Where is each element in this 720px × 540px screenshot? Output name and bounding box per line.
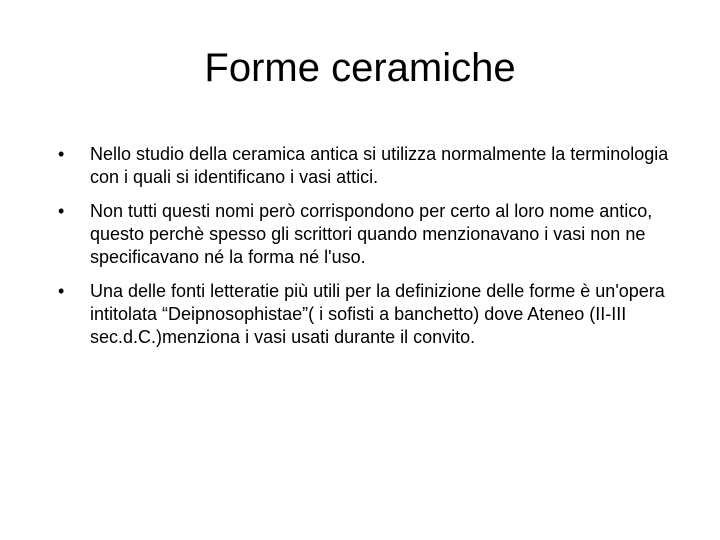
bullet-list bbox=[58, 143, 698, 360]
bullet-text: Nello studio della ceramica antica si utilizza normalmente la terminologia con i quali si identificano i vasi attici. bbox=[90, 144, 669, 187]
bullet-icon: • bbox=[58, 281, 65, 301]
bullet-item bbox=[58, 143, 698, 189]
bullet-text: Una delle fonti letteratie più utili per la definizione delle forme è un'opera intitolata “Deipnosophistae”( i sofisti a banchetto) dove Ateneo (II-III sec.d.C.)menziona i vasi usati durante il convito. bbox=[90, 281, 665, 347]
bullet-item bbox=[58, 280, 698, 349]
bullet-icon: • bbox=[58, 144, 65, 164]
bullet-icon: • bbox=[58, 201, 65, 221]
bullet-item bbox=[58, 200, 698, 269]
bullet-text: Non tutti questi nomi però corrispondono per certo al loro nome antico, questo perchè spesso gli scrittori quando menzionavano i vasi non ne specificavano né la forma né l'uso. bbox=[90, 201, 653, 267]
slide-title: Forme ceramiche bbox=[204, 46, 516, 90]
